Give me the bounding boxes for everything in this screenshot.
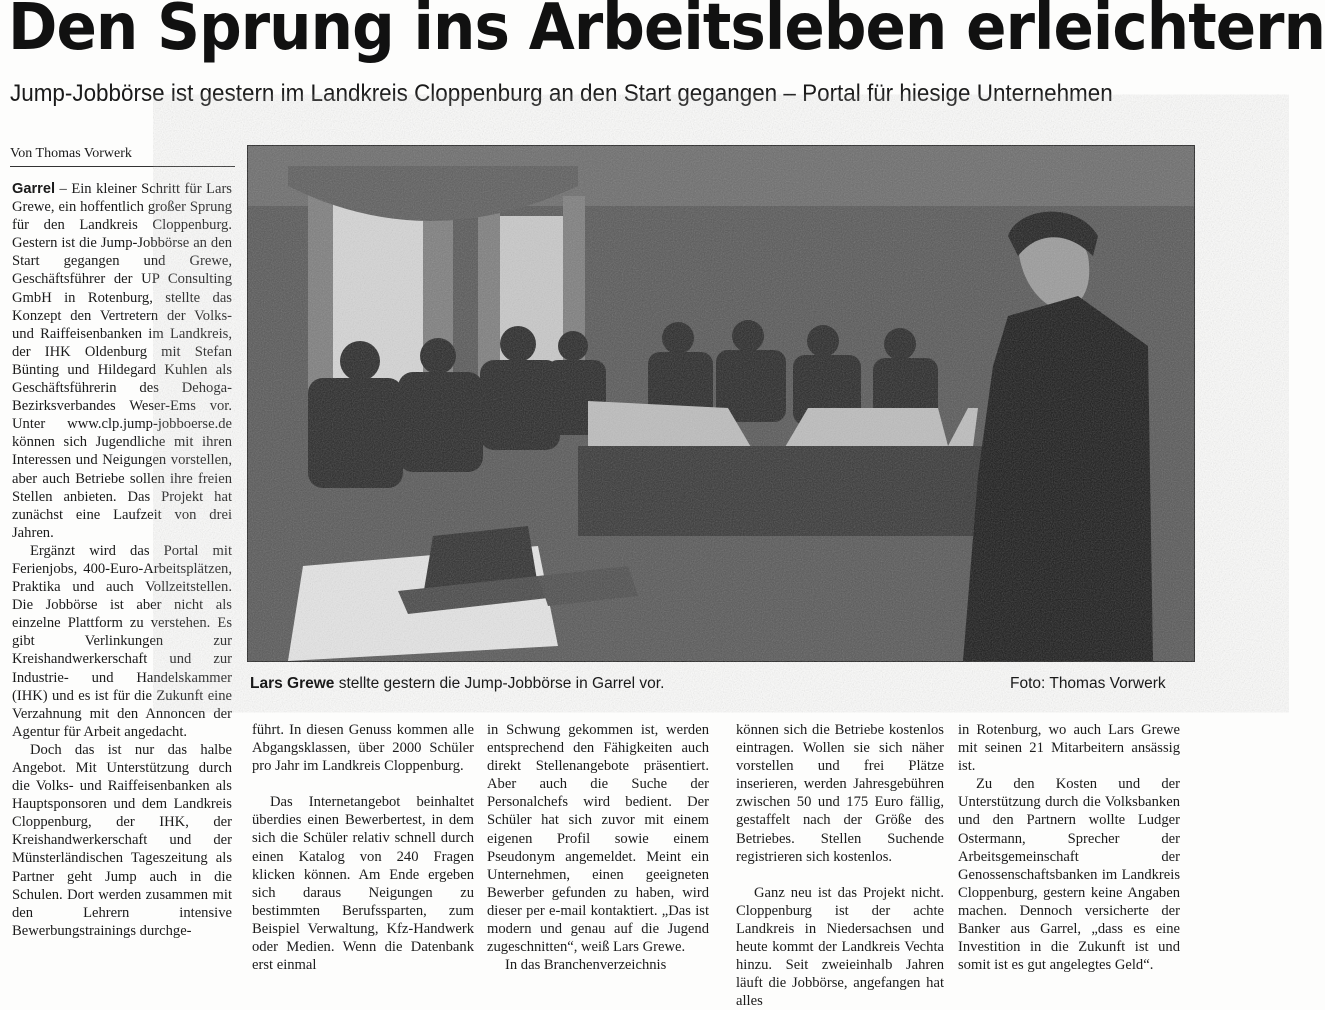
paragraph: Ganz neu ist das Projekt nicht. Cloppenburg ist der achte Landkreis in Niedersachsen und heute kommt der Landkreis Vechta hinzu. Seit zweieinhalb Jahren läuft die Jobbörse, angefangen hat alles [736,884,944,1010]
paragraph: in Rotenburg, wo auch Lars Grewe mit seinen 21 Mitarbeitern ansässig ist. [958,722,1180,775]
photo-caption [250,675,664,693]
paragraph: können sich die Betriebe kostenlos eintragen. Wollen sie sich näher vorstellen und frei Plätze inserieren, werden Jahresgebühren zwischen 50 und 175 Euro fällig, gestaffelt nach der Größe des Betriebes. Stellen Suchende registrieren sich kostenlos. [736,722,944,865]
article-column-2 [252,721,474,974]
paragraph: Ergänzt wird das Portal mit Ferienjobs, 400-Euro-Arbeitsplätzen, Praktika und auch Vollzeitstellen. Die Jobbörse ist aber nicht als einzelne Plattform zu verstehen. Es gibt Verlinkungen zur Kreishandwerkerschaft und zur Industrie- und Handelskammer (IHK) und es ist für die Zukunft eine Verzahnung mit den Annoncen der Agentur für Arbeit angedacht. [12,542,232,740]
article-column-5 [958,721,1180,974]
headline: Den Sprung ins Arbeitsleben erleichtern [8,0,1325,65]
article-column-1 [12,180,232,940]
caption-text: stellte gestern die Jump-Jobbörse in Garrel vor. [334,675,665,692]
caption-name: Lars Grewe [250,675,335,692]
paragraph: In das Branchenverzeichnis [505,957,667,974]
paragraph: führt. In diesen Genuss kommen alle Abgangsklassen, über 2000 Schüler pro Jahr im Landkreis Cloppenburg. [252,722,474,775]
dateline: Garrel [12,181,55,197]
article-column-4 [736,721,944,1010]
subheadline: Jump-Jobbörse ist gestern im Landkreis Cloppenburg an den Start gegangen – Portal für hiesige Unternehmen [10,80,1113,107]
article-photo [247,145,1195,662]
paragraph: in Schwung gekommen ist, werden entsprechend den Fähigkeiten auch direkt Stellenangebote präsentiert. Aber auch die Suche der Personalchefs wird bedient. Der Schüler hat sich zuvor mit einem eigenen Profil sowie einem Pseudonym angemeldet. Meint ein Unternehmen, einen geeigneten Bewerber gefunden zu haben, wird dieser per e-mail kontaktiert. „Das ist modern und genau auf die Jugend zugeschnitten“, weiß Lars Grewe. [487,722,709,956]
paragraph [12,180,232,542]
photo-credit: Foto: Thomas Vorwerk [1010,675,1166,692]
paragraph: Das Internetangebot beinhaltet überdies einen Bewerbertest, in dem sich die Schüler relativ schnell durch einen Katalog von 240 Fragen klicken können. Am Ende ergeben sich daraus Neigungen zu bestimmten Berufssparten, zum Beispiel Verwaltung, Kfz-Handwerk oder Medien. Wenn die Datenbank erst einmal [252,794,474,974]
paragraph: Zu den Kosten und der Unterstützung durch die Volksbanken und den Partnern wollte Ludger Ostermann, Sprecher der Arbeitsgemeinschaft der Genossenschaftsbanken im Landkreis Cloppenburg, gestern keine Angaben machen. Dennoch versicherte der Banker aus Garrel, „dass es eine Investition in die Zukunft ist und somit ist es gut angelegtes Geld“. [958,776,1180,974]
paragraph: Doch das ist nur das halbe Angebot. Mit Unterstützung durch die Volks- und Raiffeisenbanken als Hauptsponsoren und dem Landkreis Cloppenburg, der IHK, der Kreishandwerkerschaft und der Münsterländischen Tageszeitung als Partner geht Jump auch in die Schulen. Dort werden zusammen mit den Lehrern intensive Bewerbungstrainings durchge- [12,741,232,939]
paragraph-text: – Ein kleiner Schritt für Lars Grewe, ein hoffentlich großer Sprung für den Landkreis Cloppenburg. Gestern ist die Jump-Jobbörse an den Start gegangen und Grewe, Geschäftsführer der UP Consulting GmbH in Rotenburg, stellte das Konzept den Vertretern der Volks- und Raiffeisenbanken im Landkreis, der IHK Oldenburg mit Stefan Bünting und Hildegard Kuhlen als Geschäftsführerin des Dehoga-Bezirksverbandes Weser-Ems vor. Unter www.clp.jump-jobboerse.de können sich Jugendliche mit ihren Interessen und Neigungen vorstellen, aber auch Betriebe sollen ihre freien Stellen anbieten. Das Projekt hat zunächst eine Laufzeit von drei Jahren. [12,181,232,541]
byline: Von Thomas Vorwerk [10,146,235,167]
article-column-3 [487,721,709,974]
meeting-room-photo [248,146,1194,661]
